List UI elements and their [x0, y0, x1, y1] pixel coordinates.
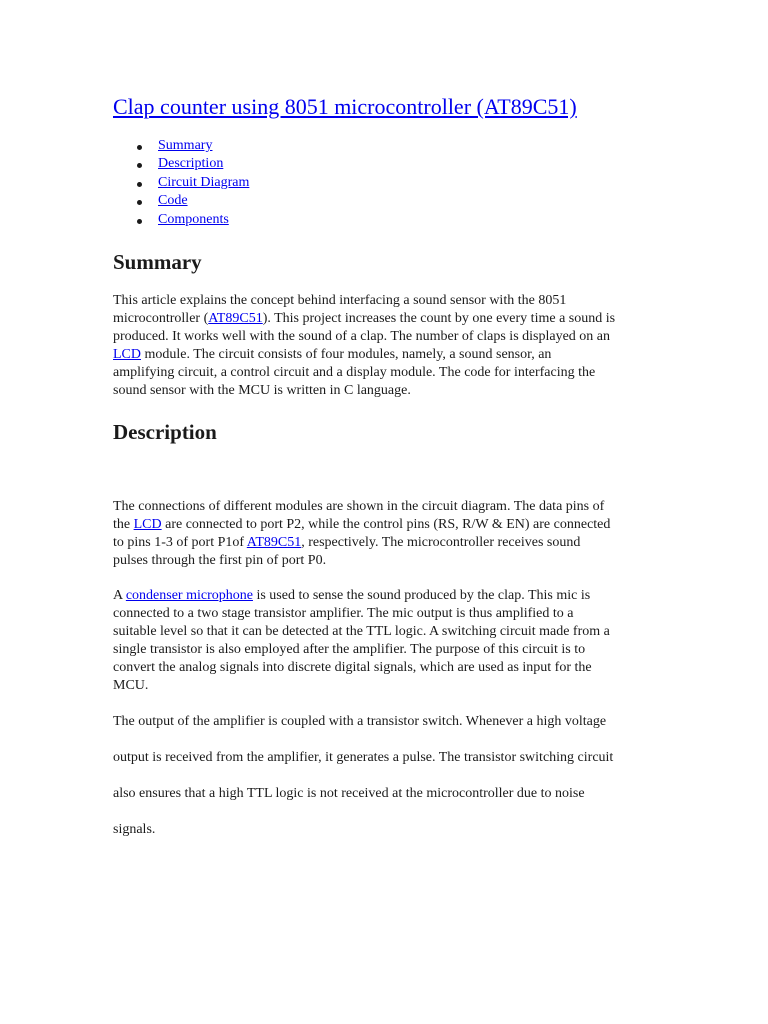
toc-item	[113, 211, 249, 229]
text-line: pulses through the first pin of port P0.	[113, 553, 327, 568]
text-line: produced. It works well with the sound of a clap. The number of claps is displayed on an	[113, 329, 611, 344]
text-fragment: microcontroller (	[113, 311, 209, 326]
text-line: The connections of different modules are shown in the circuit diagram. The data pins of	[113, 499, 605, 514]
text-line	[113, 346, 658, 364]
description-paragraph-2	[113, 587, 658, 695]
text-fragment: ). This project increases the count by one every time a sound is	[262, 311, 616, 326]
text-fragment: module. The circuit consists of four modules, namely, a sound sensor, an	[141, 347, 552, 362]
toc-item	[113, 155, 249, 173]
lcd-link[interactable]: LCD	[113, 347, 141, 362]
description-heading: Description	[113, 420, 217, 444]
article-title-link[interactable]: Clap counter using 8051 microcontroller (AT89C51)	[113, 94, 577, 119]
text-line	[113, 587, 658, 605]
toc-item	[113, 192, 249, 210]
text-line: This article explains the concept behind interfacing a sound sensor with the 8051	[113, 293, 567, 308]
text-line	[113, 534, 658, 552]
toc-link-summary[interactable]: Summary	[158, 138, 213, 153]
text-line: connected to a two stage transistor amplifier. The mic output is thus amplified to a	[113, 606, 574, 621]
text-line: signals.	[113, 822, 156, 837]
article-title[interactable]	[113, 94, 577, 120]
table-of-contents	[113, 137, 249, 229]
lcd-link[interactable]: LCD	[133, 517, 162, 532]
at89c51-link[interactable]: AT89C51	[208, 311, 263, 326]
text-fragment: the	[113, 517, 134, 532]
text-line: output is received from the amplifier, it generates a pulse. The transistor switching circuit	[113, 750, 614, 765]
text-line: convert the analog signals into discrete digital signals, which are used as input for the	[113, 660, 592, 675]
condenser-microphone-link[interactable]: condenser microphone	[125, 588, 253, 603]
bullet-icon	[137, 145, 142, 150]
toc-link-description[interactable]: Description	[158, 156, 224, 172]
text-fragment: are connected to port P2, while the control pins (RS, R/W & EN) are connected	[161, 517, 611, 532]
text-line: The output of the amplifier is coupled with a transistor switch. Whenever a high voltage	[113, 714, 607, 729]
toc-item	[113, 174, 249, 192]
summary-heading: Summary	[113, 250, 202, 274]
text-fragment: to pins 1-3 of port P1of	[113, 535, 247, 550]
text-line: sound sensor with the MCU is written in C language.	[113, 383, 411, 398]
text-line: also ensures that a high TTL logic is not received at the microcontroller due to noise	[113, 786, 585, 801]
text-line: amplifying circuit, a control circuit and a display module. The code for interfacing the	[113, 365, 596, 380]
at89c51-link[interactable]: AT89C51	[246, 535, 302, 550]
text-line: suitable level so that it can be detected at the TTL logic. A switching circuit made from a	[113, 624, 610, 639]
description-paragraph-3	[113, 704, 658, 848]
text-fragment: A	[113, 588, 126, 603]
bullet-icon	[137, 219, 142, 224]
text-fragment: , respectively. The microcontroller receives sound	[301, 535, 581, 550]
summary-paragraph	[113, 292, 658, 400]
toc-link-code[interactable]: Code	[158, 193, 188, 209]
text-line: MCU.	[113, 678, 149, 693]
text-line: single transistor is also employed after the amplifier. The purpose of this circuit is to	[113, 642, 586, 657]
bullet-icon	[137, 163, 142, 168]
bullet-icon	[137, 200, 142, 205]
text-line	[113, 516, 658, 534]
description-paragraph-1	[113, 498, 658, 570]
bullet-icon	[137, 182, 142, 187]
toc-link-components[interactable]: Components	[158, 211, 229, 227]
toc-link-circuit-diagram[interactable]: Circuit Diagram	[158, 174, 250, 190]
text-line	[113, 310, 658, 328]
text-fragment: is used to sense the sound produced by the clap. This mic is	[252, 588, 591, 603]
toc-item	[113, 137, 249, 155]
